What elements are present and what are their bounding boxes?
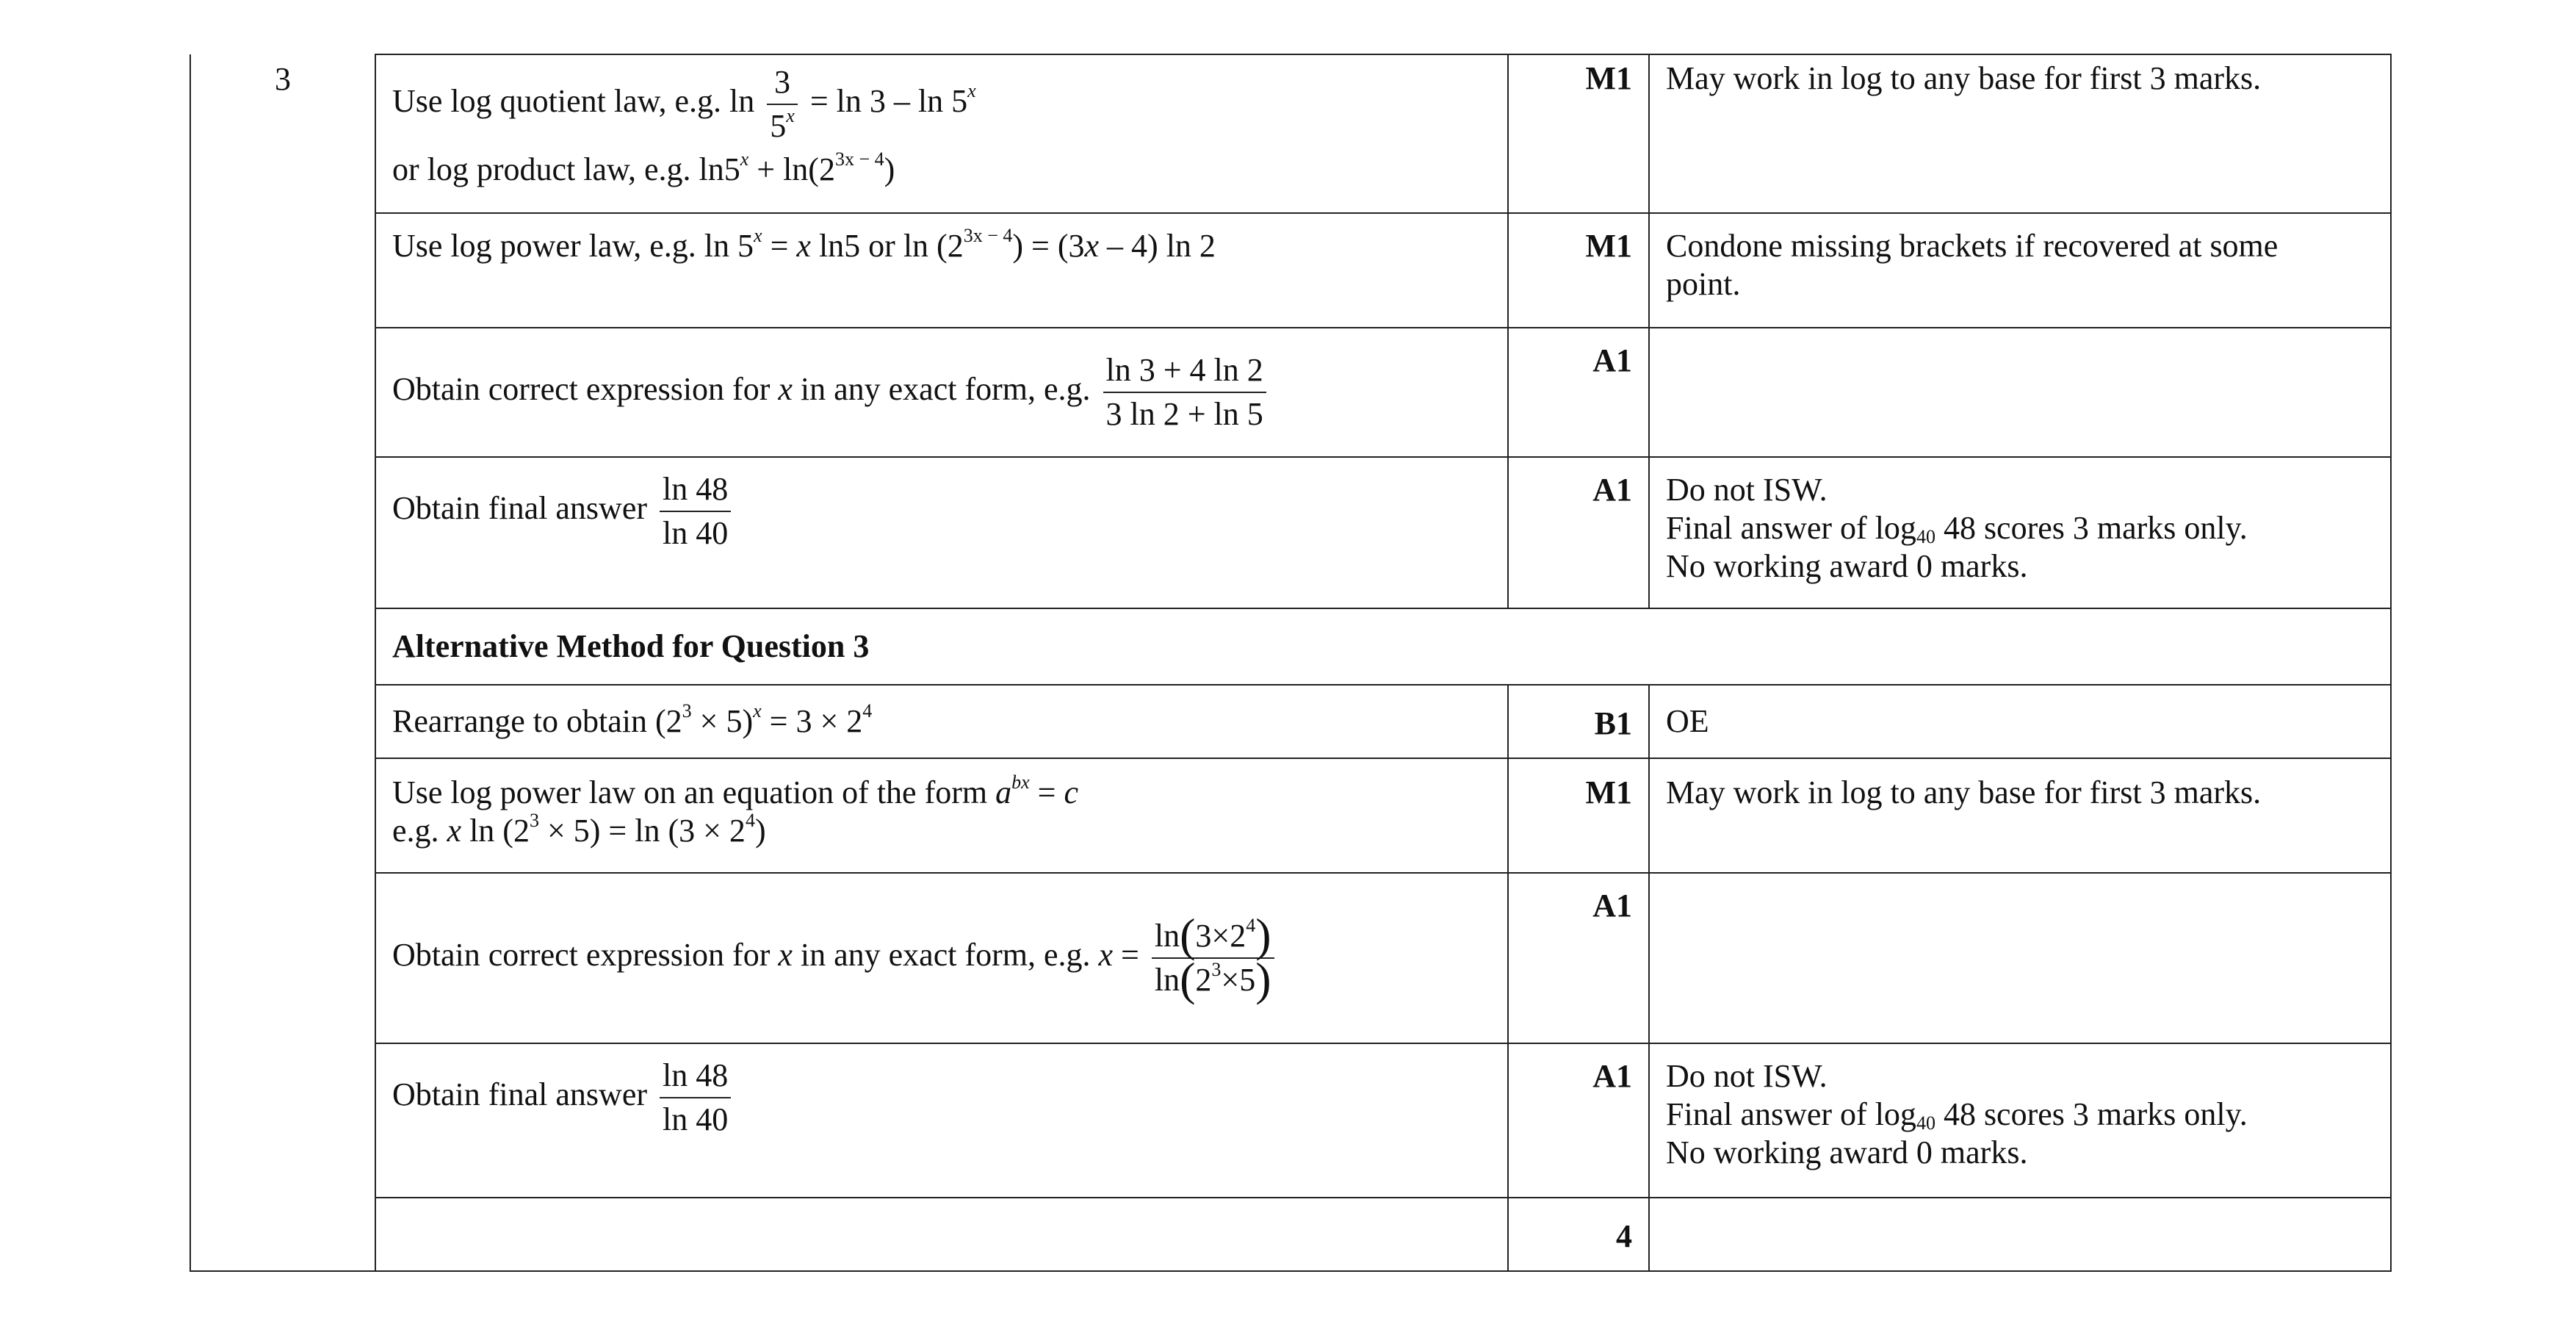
guidance-cell bbox=[1649, 1198, 2391, 1271]
answer-cell: Use log power law, e.g. $\ln 5^x = x$ ln5 or $\ln (2^{3x - 4}) = (3x - 4)$ ln 2 bbox=[375, 213, 1508, 328]
answer-cell: Rearrange to obtain $(2^3 \times 5)^x = 3 \times 2^4$ bbox=[375, 685, 1508, 758]
fraction: $\frac{\ln 3 + 4 \ln 2}{3 \ln 2 + \ln 5}$ bbox=[1103, 353, 1266, 431]
table-row bbox=[190, 54, 2391, 213]
mark-cell: A1 bbox=[1508, 873, 1649, 1043]
guidance-cell: Do not ISW. Final answer of $\log_{40} 48$ scores 3 marks only. No working award 0 marks. bbox=[1649, 457, 2391, 608]
fraction: $\frac{\ln 48}{\ln 40}$ bbox=[660, 472, 731, 550]
answer-cell: Use log quotient law, e.g. ln $\frac{3}{5^x}$ = ln 3 – ln 5$^x$ or log product law, e.g. $\ln 5^x + \ln(2^{3x - 4})$ bbox=[375, 54, 1508, 213]
answer-cell: Obtain correct expression for x in any exact form, e.g. x = $\frac{\ln(3\times 2^4)}{\ln(2^3\times 5)}$ bbox=[375, 873, 1508, 1043]
mark-cell: M1 bbox=[1508, 213, 1649, 328]
guidance-cell bbox=[1649, 873, 2391, 1043]
fraction: $\frac{3}{5^x}$ bbox=[767, 65, 798, 143]
answer-cell: Obtain correct expression for x in any exact form, e.g. $\frac{\ln 3 + 4 \ln 2}{3 \ln 2 + \ln 5}$ bbox=[375, 328, 1508, 457]
table-row bbox=[190, 213, 2391, 328]
mark-cell: M1 bbox=[1508, 758, 1649, 873]
table-row bbox=[190, 758, 2391, 873]
mark-cell: B1 bbox=[1508, 685, 1649, 758]
guidance-cell: OE bbox=[1649, 685, 2391, 758]
guidance-cell: May work in log to any base for first 3 marks. bbox=[1649, 758, 2391, 873]
table-row bbox=[190, 1043, 2391, 1198]
table-row bbox=[190, 1198, 2391, 1271]
answer-cell: Obtain final answer $\frac{\ln 48}{\ln 40}$ bbox=[375, 457, 1508, 608]
answer-cell bbox=[375, 1198, 1508, 1271]
table-row bbox=[190, 608, 2391, 685]
fraction: $\frac{\ln(3\times 2^4)}{\ln(2^3\times 5)}$ bbox=[1152, 919, 1274, 997]
mark-cell: M1 bbox=[1508, 54, 1649, 213]
mark-scheme-table bbox=[190, 54, 2392, 1272]
guidance-cell: May work in log to any base for first 3 marks. bbox=[1649, 54, 2391, 213]
question-number: 3 bbox=[190, 54, 375, 1271]
table-row bbox=[190, 457, 2391, 608]
table-row bbox=[190, 328, 2391, 457]
guidance-cell: Do not ISW. Final answer of $\log_{40} 48$ scores 3 marks only. No working award 0 marks. bbox=[1649, 1043, 2391, 1198]
answer-cell: Obtain final answer $\frac{\ln 48}{\ln 40}$ bbox=[375, 1043, 1508, 1198]
table-row bbox=[190, 685, 2391, 758]
total-mark: 4 bbox=[1508, 1198, 1649, 1271]
guidance-cell: Condone missing brackets if recovered at some point. bbox=[1649, 213, 2391, 328]
mark-cell: A1 bbox=[1508, 457, 1649, 608]
guidance-cell bbox=[1649, 328, 2391, 457]
alternative-method-heading: Alternative Method for Question 3 bbox=[375, 608, 2391, 685]
mark-cell: A1 bbox=[1508, 1043, 1649, 1198]
table-row bbox=[190, 873, 2391, 1043]
mark-cell: A1 bbox=[1508, 328, 1649, 457]
fraction: $\frac{\ln 48}{\ln 40}$ bbox=[660, 1059, 731, 1137]
answer-cell: Use log power law on an equation of the form $a^{bx} = c$ e.g. x $\ln (2^3 \times 5) = \ln (3 \times 2^4)$ bbox=[375, 758, 1508, 873]
